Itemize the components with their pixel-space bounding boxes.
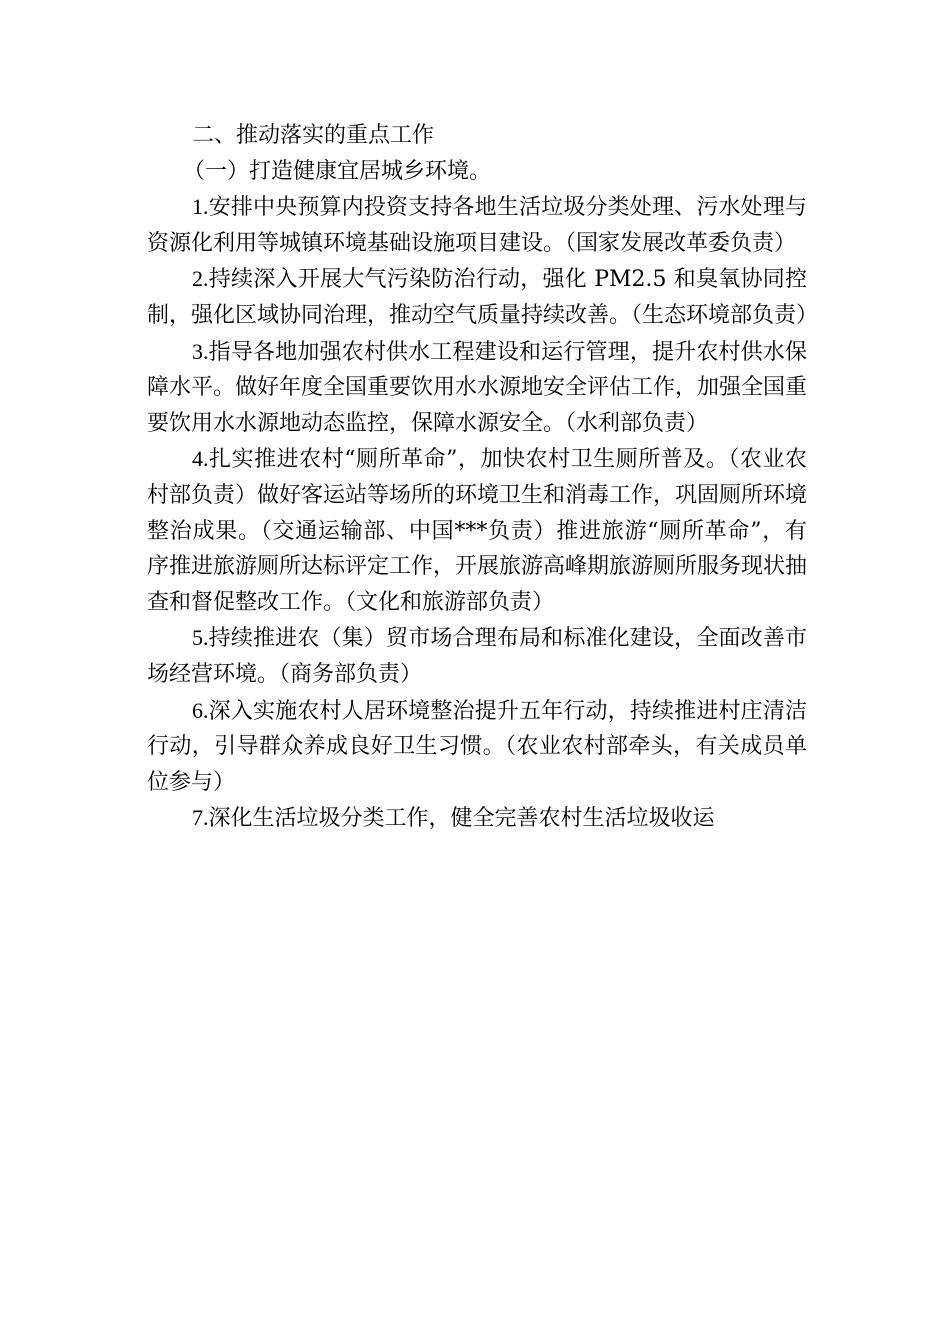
paragraph-text: 深化生活垃圾分类工作，健全完善农村生活垃圾收运 [208,806,715,832]
paragraph-7 [147,800,807,837]
paragraph-number: 7. [192,805,209,831]
paragraph-5 [147,620,807,692]
paragraph-number: 4. [192,446,209,472]
paragraph-text: 持续推进农（集）贸市场合理布局和标准化建设，全面改善市场经营环境。（商务部负责） [147,626,807,687]
paragraph-4 [147,441,807,620]
paragraph-text: 指导各地加强农村供水工程建设和运行管理，提升农村供水保障水平。做好年度全国重要饮用水水源地安全评估工作，加强全国重要饮用水水源地动态监控，保障水源安全。（水利部负责） [147,339,808,436]
paragraph-number: 1. [192,194,209,220]
paragraph-number: 2. [192,266,209,292]
document-body [147,118,819,837]
paragraph-1 [147,189,807,261]
paragraph-2 [147,261,819,333]
paragraph-number: 6. [192,697,209,723]
paragraph-text: 持续深入开展大气污染防治行动，强化 PM2.5 和臭氧协同控制，强化区域协同治理，推动空气质量持续改善。（生态环境部负责） [147,267,819,328]
paragraph-3 [147,334,807,442]
paragraph-number: 3. [192,338,209,364]
paragraph-number: 5. [192,625,209,651]
paragraph-text: 深入实施农村人居环境整治提升五年行动，持续推进村庄清洁行动，引导群众养成良好卫生习惯。（农业农村部牵头，有关成员单位参与） [147,698,807,795]
paragraph-text: 安排中央预算内投资支持各地生活垃圾分类处理、污水处理与资源化利用等城镇环境基础设施项目建设。（国家发展改革委负责） [147,195,807,256]
subsection-heading: （一）打造健康宜居城乡环境。 [183,158,492,184]
section-heading: 二、推动落实的重点工作 [192,123,435,148]
paragraph-6 [147,693,807,801]
paragraph-text: 扎实推进农村“厕所革命”，加快农村卫生厕所普及。（农业农村部负责）做好客运站等场所的环境卫生和消毒工作，巩固厕所环境整治成果。（交通运输部、中国***负责）推进旅游“厕所革命”，有序推进旅游厕所达标评定工作，开展旅游高峰期旅游厕所服务现状抽查和督促整改工作。（文化和旅游部负责） [147,447,808,615]
